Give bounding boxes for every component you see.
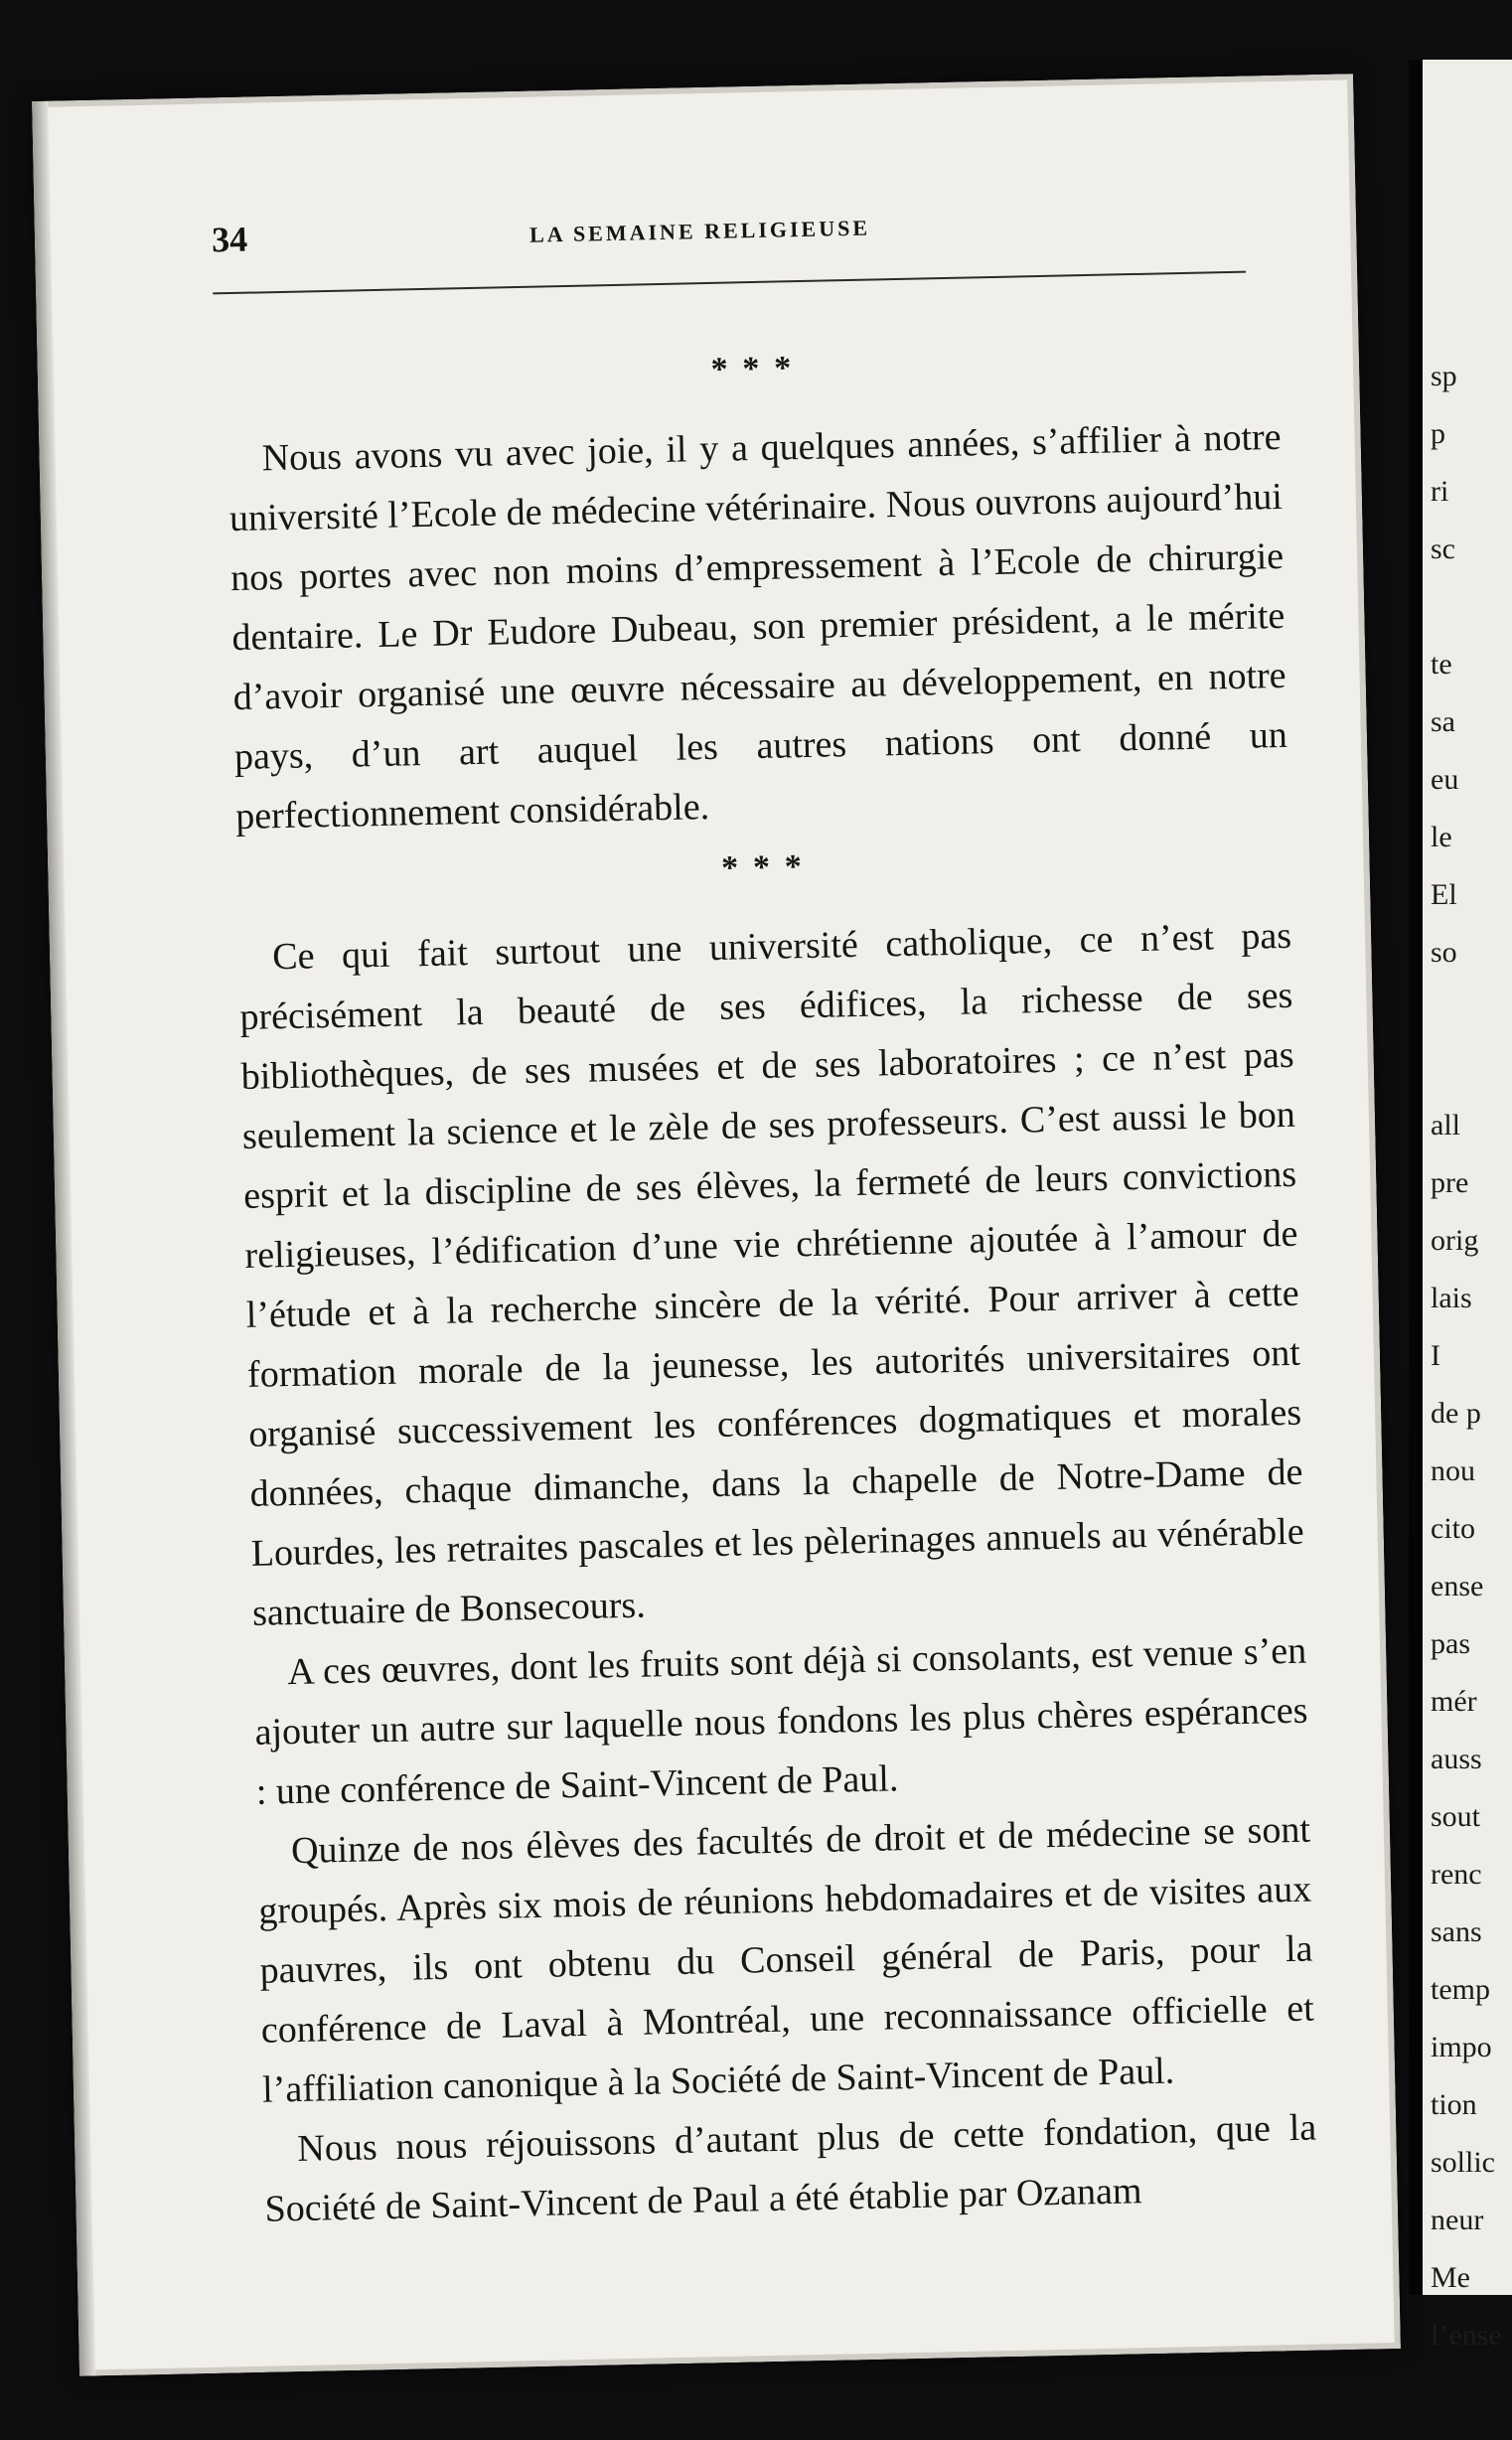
adjacent-page-fragment: sp [1431,360,1457,392]
adjacent-page-fragment: lais [1431,1282,1472,1314]
paragraph-oeuvres: A ces œuvres, dont les fruits sont déjà si consolants, est venue s’en ajouter un autre sur laquelle nous fondons les plus chères espérances : une conférence de Saint-Vincent de Paul. [254,1629,1308,1813]
adjacent-page-top-margin [1423,60,1512,348]
adjacent-page-fragment: cito [1431,1512,1475,1545]
adjacent-page-fragment: sc [1431,533,1455,565]
adjacent-page-fragment: renc [1431,1858,1482,1891]
paragraph-quinze-eleves: Quinze de nos élèves des facultés de droit et de médecine se sont groupés. Après six mois de réunions hebdomadaires et de visites aux pauvres, ils ont obtenu du Conseil général de Paris, pour la conférence de Laval à Montréal, une reconnaissance officielle et l’affiliation canonique à la Société de Saint-Vincent de Paul. [257,1808,1315,2111]
adjacent-page-fragment: pas [1431,1627,1470,1660]
adjacent-page-fragment: sout [1431,1800,1481,1833]
adjacent-page-fragment: Me [1431,2261,1470,2294]
adjacent-page-fragment: tion [1431,2088,1477,2121]
adjacent-page-fragment: orig [1431,1224,1479,1257]
adjacent-page-fragment: l’ense [1431,2319,1502,2352]
paragraph-rejouissons: Nous nous réjouissons d’autant plus de cette fondation, que la Société de Saint-Vincent de Paul a été établie par Ozanam [264,2106,1317,2230]
adjacent-page-fragment [1423,1039,1512,1097]
adjacent-page-fragment: nou [1431,1454,1475,1487]
adjacent-page-fragment: sans [1431,1915,1482,1948]
section-separator: * * * [720,848,807,887]
paragraph-universite-catholique: Ce qui fait surtout une université catholique, ce n’est pas précisément la beauté de ses édifices, la richesse de ses bibliothèques, de ses musées et de ses laboratoires ; ce n’est pas seulement la science et le zèle de ses professeurs. C’est aussi le bon esprit et la discipline de ses élèves, la fermeté de leurs convictions religieuses, l’édification d’une vie chrétienne ajoutée à l’amour de l’étude et à la recherche sincère de la vérité. Pour arriver à cette formation morale de la jeunesse, les autorités universitaires ont organisé successivement les conférences dogmatiques et morales données, chaque dimanche, dans la chapelle de Notre-Dame de Lourdes, les retraites pascales et les pèlerinages annuels au vénérable sanctuaire de Bonsecours. [239,914,1305,1634]
adjacent-page-fragment: auss [1431,1743,1482,1775]
adjacent-page-edge [1409,60,1512,2352]
book-page [32,74,1401,2375]
adjacent-page-fragment: neur [1431,2204,1484,2236]
paragraph-ecole-dentaire: Nous avons vu avec joie, il y a quelques années, s’affilier à notre université l’Ecole de médecine vétérinaire. Nous ouvrons aujourd’hui nos portes avec non moins d’empressement à l’Ecole de chirurgie dentaire. Le Dr Eudore Dubeau, son premier président, a le mérite d’avoir organisé une œuvre nécessaire au développement, en notre pays, d’un art auquel les autres nations ont donné un perfectionnement considérable. [228,415,1288,839]
adjacent-page-fragment: all [1431,1109,1460,1142]
running-title: LA SEMAINE RELIGIEUSE [529,215,871,247]
adjacent-page-fragment: le [1431,821,1452,853]
adjacent-page-fragment: temp [1431,1973,1490,2006]
adjacent-page-fragment: I [1431,1339,1440,1372]
adjacent-page-fragment: p [1431,417,1445,450]
article-body [227,334,1318,2239]
page-header [212,197,1256,274]
adjacent-page-fragment [1423,578,1512,636]
adjacent-page-fragment: te [1431,648,1452,681]
adjacent-page-fragment: impo [1431,2031,1492,2063]
adjacent-page-fragment: sollic [1431,2146,1495,2179]
header-rule [213,271,1246,295]
section-separator: * * * [710,350,796,388]
adjacent-page-fragment: so [1431,936,1457,969]
adjacent-page-fragment: eu [1431,763,1459,796]
adjacent-page-fragment [1423,982,1512,1039]
adjacent-page-fragment: sa [1431,705,1455,738]
adjacent-page-fragment: mér [1431,1685,1477,1718]
adjacent-page-fragment: pre [1431,1166,1469,1199]
adjacent-page-fragment: ense [1431,1570,1484,1602]
adjacent-page-fragment: ri [1431,475,1449,508]
page-number: 34 [211,219,248,260]
page-binding-edge [32,101,95,2376]
adjacent-page-fragment: de p [1431,1397,1481,1430]
adjacent-page-fragment: El [1431,878,1457,911]
